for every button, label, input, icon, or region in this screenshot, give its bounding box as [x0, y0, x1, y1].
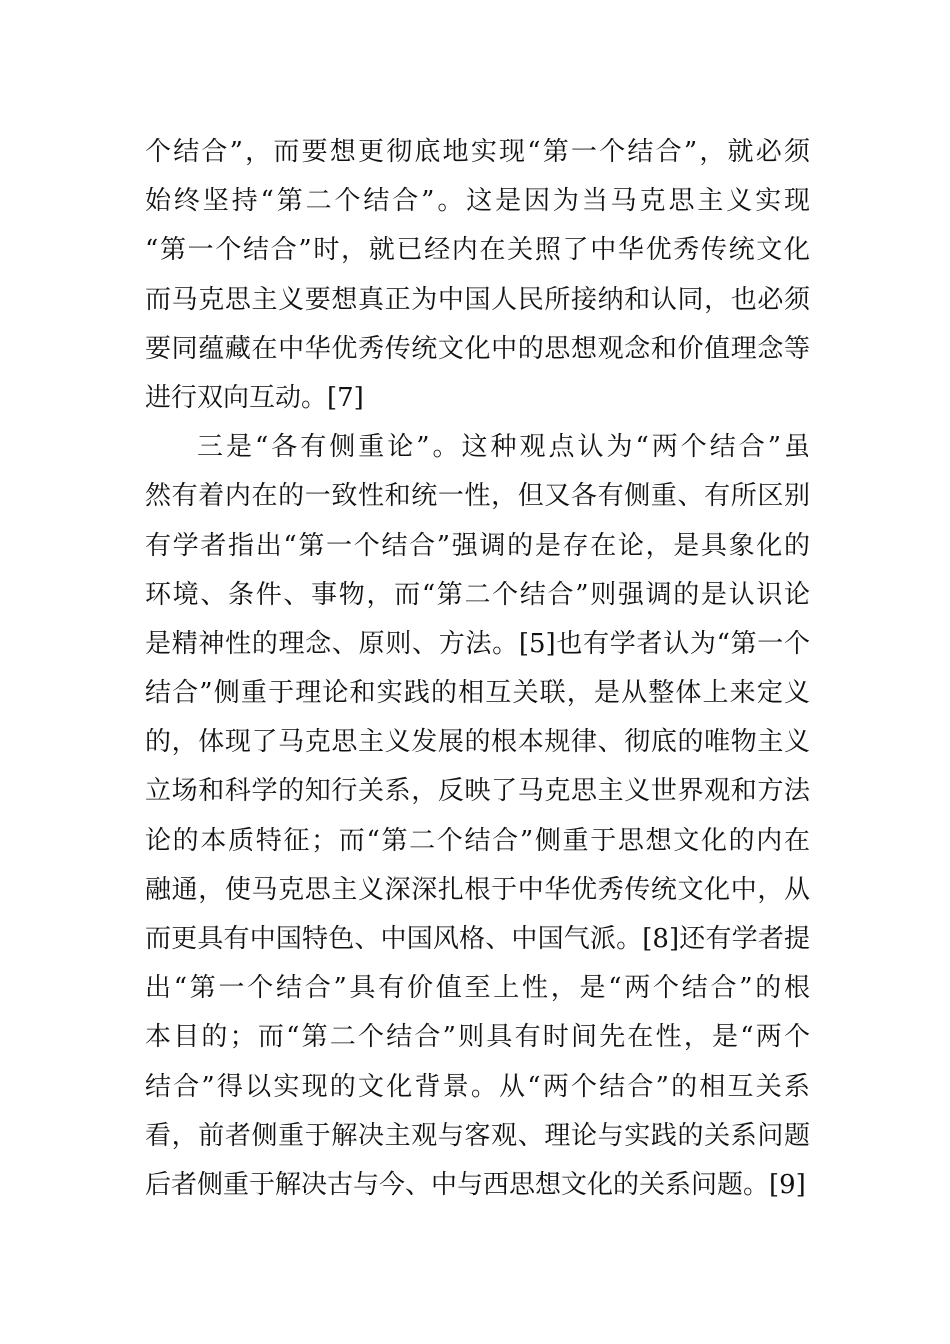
text-line-3: “第一个结合”时，就已经内在关照了中华优秀传统文化 [145, 235, 810, 266]
text-line-22: 后者侧重于解决古与今、中与西思想文化的关系问题。[9] [145, 1169, 806, 1200]
text-line-12: 结合”侧重于理论和实践的相互关联，是从整体上来定义 [145, 678, 810, 709]
text-line-17: 而更具有中国特色、中国风格、中国气派。[8]还有学者提 [145, 924, 810, 954]
text-line-14: 立场和科学的知行关系，反映了马克思主义世界观和方法 [145, 776, 810, 807]
text-line-1: 个结合”，而要想更彻底地实现“第一个结合”，就必须 [145, 137, 810, 167]
text-line-13: 的，体现了马克思主义发展的根本规律、彻底的唯物主义 [145, 727, 810, 758]
text-line-5: 要同蕴藏在中华优秀传统文化中的思想观念和价值理念等 [145, 333, 810, 364]
text-line-20: 结合”得以实现的文化背景。从“两个结合”的相互关系 [145, 1071, 810, 1102]
text-line-4: 而马克思主义要想真正为中国人民所接纳和认同，也必须 [145, 284, 810, 315]
text-line-18: 出“第一个结合”具有价值至上性，是“两个结合”的根 [145, 973, 810, 1004]
text-line-16: 融通，使马克思主义深深扎根于中华优秀传统文化中，从 [145, 874, 810, 905]
text-line-2: 始终坚持“第二个结合”。这是因为当马克思主义实现 [145, 186, 810, 217]
body-text [145, 128, 810, 1210]
text-line-6: 进行双向互动。[7] [145, 382, 364, 413]
text-line-7: 三是“各有侧重论”。这种观点认为“两个结合”虽 [197, 432, 810, 463]
text-line-10: 环境、条件、事物，而“第二个结合”则强调的是认识论 [145, 579, 810, 610]
text-line-21: 看，前者侧重于解决主观与客观、理论与实践的关系问题 [145, 1120, 810, 1151]
text-line-11: 是精神性的理念、原则、方法。[5]也有学者认为“第一个 [145, 628, 810, 659]
text-line-8: 然有着内在的一致性和统一性，但又各有侧重、有所区别 [145, 481, 810, 512]
text-line-19: 本目的；而“第二个结合”则具有时间先在性，是“两个 [145, 1022, 810, 1053]
text-line-15: 论的本质特征；而“第二个结合”侧重于思想文化的内在 [145, 825, 810, 856]
text-line-9: 有学者指出“第一个结合”强调的是存在论，是具象化的 [145, 530, 810, 561]
